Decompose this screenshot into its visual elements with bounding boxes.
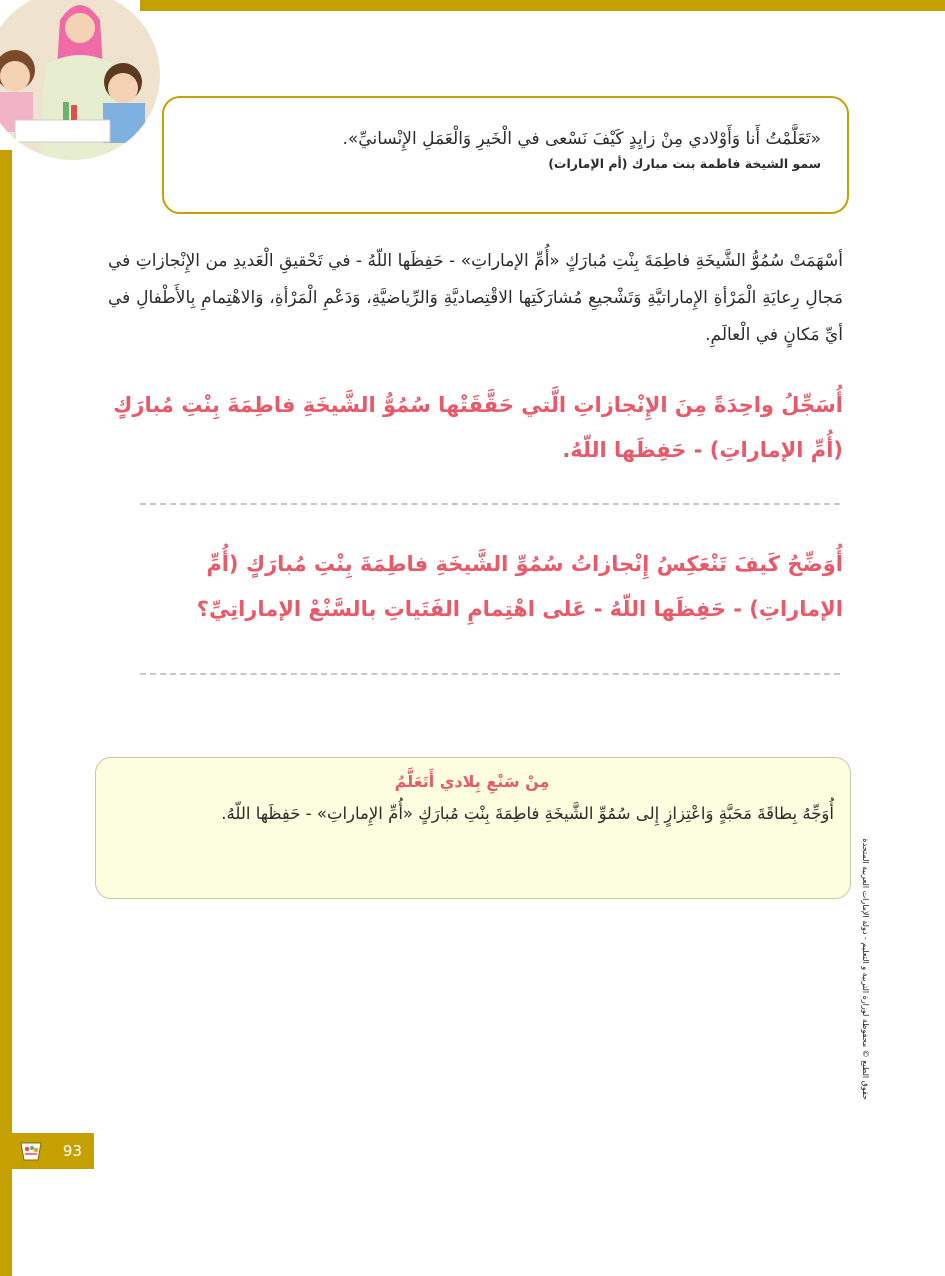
learn-title: مِنْ سَنْعِ بِلادي أَتَعَلَّمُ	[394, 772, 550, 791]
page-number: 93	[62, 1142, 82, 1160]
quote-text: «تَعَلَّمْتُ أَنا وَأَوْلادي مِنْ زايِدٍ كَيْفَ نَسْعى في الْخَيرِ وَالْعَمَلِ الإِنْسانيِّ».	[342, 129, 821, 149]
answer-line-1[interactable]	[140, 503, 840, 505]
children-illustration	[0, 0, 160, 160]
quote-author: سمو الشيخة فاطمة بنت مبارك (أم الإمارات)	[548, 156, 821, 171]
answer-line-2[interactable]	[140, 673, 840, 675]
task-record-achievement: أُسَجِّلُ واحِدَةً مِنَ الإِنْجازاتِ الَّتي حَقَّقَتْها سُمُوُّ الشَّيخَةِ فاطِمَةَ بِنْتِ مُبارَكٍ (أُمِّ الإماراتِ) - حَفِظَها اللّهُ.	[113, 393, 843, 462]
learn-text: أُوَجِّهُ بِطاقَةَ مَحَبَّةٍ وَاعْتِزازٍ إِلى سُمُوِّ الشَّيخَةِ فاطِمَةَ بِنْتِ مُبارَكٍ «أُمِّ الإِماراتِ» - حَفِظَها اللّهُ.	[221, 804, 834, 823]
quote-box	[162, 96, 849, 214]
page-number-tab	[10, 1133, 94, 1169]
top-gold-bar	[140, 0, 945, 11]
learn-box	[95, 757, 851, 899]
intro-paragraph: أسْهَمَتْ سُمُوُّ الشَّيخَةِ فاطِمَةَ بِنْتِ مُبارَكٍ «أُمِّ الإماراتِ» - حَفِظَها اللّهُ - في تَحْقيقِ الْعَديدِ من الإِنْجازاتِ في مَجالِ رِعايَةِ الْمَرْأةِ الإِماراتيَّةِ وَتَشْجيعِ مُشارَكَتِها الاقْتِصاديَّةِ وَالرِّياضيَّةِ، وَدَعْمِ الْمَرْأةِ، وَالاهْتِمامِ بِالأَطْفالِ في أيِّ مَكانٍ في الْعالَمِ.	[108, 251, 843, 345]
left-gold-bar	[0, 150, 12, 1276]
task-explain-impact: أُوَضِّحُ كَيفَ تَنْعَكِسُ إِنْجازاتُ سُمُوِّ الشَّيخَةِ فاطِمَةَ بِنْتِ مُبارَكٍ (أُمِّ الإماراتِ) - حَفِظَها اللّهُ - عَلى اهْتِمامِ الفَتَياتِ بالسَّنْعْ الإماراتِيِّ؟	[196, 552, 843, 621]
copyright-note: حقوق الطبع © محفوظة لوزارة التربية و التعليم - دولة الإمارات العربية المتحدة	[861, 838, 870, 1100]
book-badge-icon	[18, 1139, 44, 1167]
